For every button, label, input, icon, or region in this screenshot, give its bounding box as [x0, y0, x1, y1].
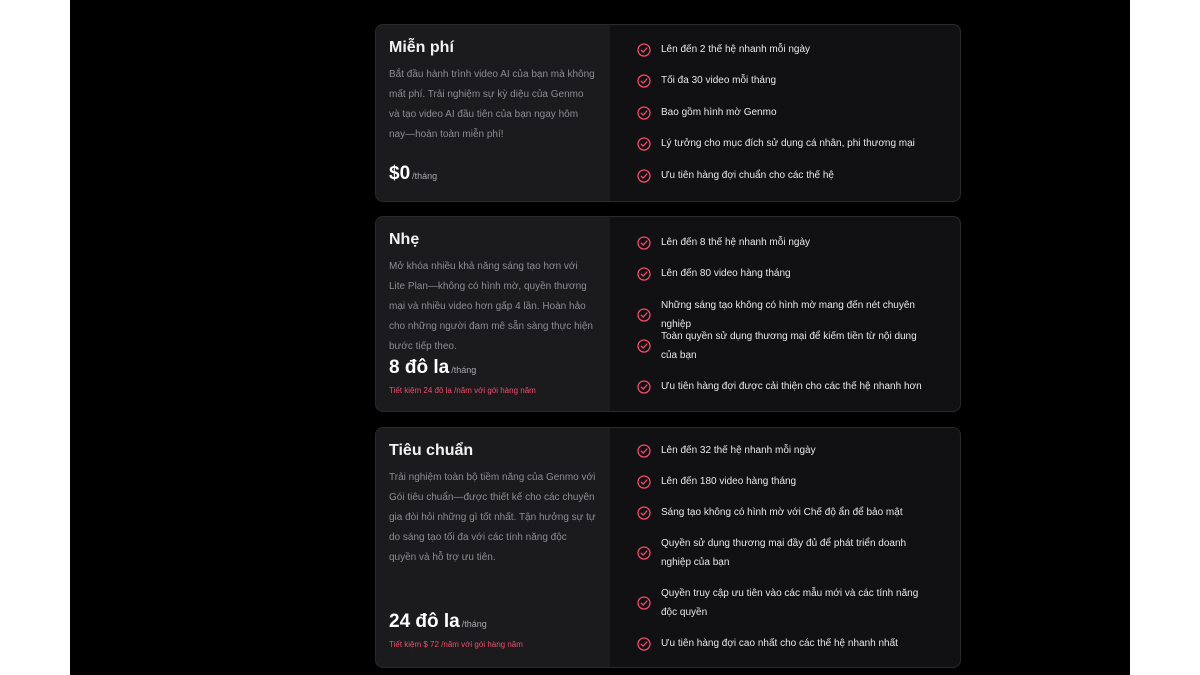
- plan-price: $0: [389, 163, 411, 184]
- feature-text: Ưu tiên hàng đợi được cải thiện cho các thế hệ nhanh hơn: [661, 381, 922, 392]
- feature-item: [637, 327, 917, 365]
- price-period: /tháng: [461, 619, 487, 629]
- feature-text: Toàn quyền sử dụng thương mại để kiếm tiền từ nội dung của bạn: [661, 331, 917, 361]
- feature-item: [637, 166, 947, 185]
- price-period: /tháng: [451, 365, 477, 375]
- feature-list: [610, 217, 960, 411]
- feature-item: [637, 584, 932, 622]
- plan-price: 24 đô la: [389, 611, 460, 632]
- check-circle-icon: [637, 169, 651, 183]
- feature-text: Ưu tiên hàng đợi cao nhất cho các thế hệ nhanh nhất: [661, 638, 898, 649]
- price-block: [389, 163, 437, 185]
- feature-text: Lên đến 80 video hàng tháng: [661, 268, 791, 279]
- check-circle-icon: [637, 596, 651, 610]
- price-block: [389, 357, 536, 395]
- feature-item: [637, 377, 947, 396]
- price-period: /tháng: [412, 171, 438, 181]
- check-circle-icon: [637, 444, 651, 458]
- check-circle-icon: [637, 546, 651, 560]
- feature-item: [637, 534, 932, 572]
- check-circle-icon: [637, 106, 651, 120]
- plan-name: Tiêu chuẩn: [389, 442, 474, 459]
- plan-price: 8 đô la: [389, 357, 450, 378]
- feature-text: Tối đa 30 video mỗi tháng: [661, 75, 777, 86]
- plan-name: Nhẹ: [389, 231, 420, 248]
- check-circle-icon: [637, 267, 651, 281]
- check-circle-icon: [637, 475, 651, 489]
- feature-text: Quyền sử dụng thương mại đầy đủ để phát triển doanh nghiệp của bạn: [661, 538, 907, 568]
- plan-name: Miễn phí: [389, 39, 454, 56]
- feature-text: Lên đến 2 thế hệ nhanh mỗi ngày: [661, 44, 811, 55]
- feature-item: [637, 40, 947, 59]
- check-circle-icon: [637, 43, 651, 57]
- feature-item: [637, 134, 947, 153]
- feature-text: Những sáng tạo không có hình mờ mang đến nét chuyên nghiệp: [661, 300, 915, 330]
- check-circle-icon: [637, 308, 651, 322]
- feature-text: Sáng tạo không có hình mờ với Chế độ ẩn để bảo mật: [661, 507, 903, 518]
- plan-card-standard: [375, 427, 961, 668]
- feature-item: [637, 441, 947, 460]
- plan-card-lite: [375, 216, 961, 412]
- feature-list: [610, 428, 960, 667]
- feature-text: Lên đến 8 thế hệ nhanh mỗi ngày: [661, 237, 811, 248]
- check-circle-icon: [637, 137, 651, 151]
- plan-description: Trải nghiệm toàn bộ tiềm năng của Genmo với Gói tiêu chuẩn—được thiết kế cho các chuyên gia đòi hỏi những gì tốt nhất. Tận hưởng sự tự do sáng tạo tối đa với các tính năng độc quyền và hỗ trợ ưu tiên.: [389, 472, 596, 563]
- plan-summary: [376, 217, 610, 411]
- feature-item: [637, 264, 947, 283]
- price-block: [389, 611, 523, 649]
- page-background: [70, 0, 1130, 675]
- feature-text: Quyền truy cập ưu tiên vào các mẫu mới và các tính năng độc quyền: [661, 588, 919, 618]
- check-circle-icon: [637, 637, 651, 651]
- plan-card-free: [375, 24, 961, 202]
- feature-item: [637, 503, 947, 522]
- plan-summary: [376, 428, 610, 667]
- annual-savings-note: Tiết kiệm $ 72 /năm với gói hàng năm: [389, 640, 523, 649]
- check-circle-icon: [637, 74, 651, 88]
- feature-item: [637, 634, 947, 653]
- feature-text: Lý tưởng cho mục đích sử dụng cá nhân, phi thương mại: [661, 138, 915, 149]
- feature-item: [637, 233, 947, 252]
- feature-item: [637, 71, 947, 90]
- check-circle-icon: [637, 339, 651, 353]
- plan-description: Bắt đầu hành trình video AI của bạn mà không mất phí. Trải nghiệm sự kỳ diệu của Genmo và tạo video AI đầu tiên của bạn ngay hôm nay—hoàn toàn miễn phí!: [389, 69, 595, 140]
- check-circle-icon: [637, 236, 651, 250]
- feature-list: [610, 25, 960, 201]
- feature-text: Ưu tiên hàng đợi chuẩn cho các thế hệ: [661, 170, 834, 181]
- check-circle-icon: [637, 506, 651, 520]
- feature-text: Bao gồm hình mờ Genmo: [661, 107, 777, 118]
- plan-summary: [376, 25, 610, 201]
- feature-text: Lên đến 180 video hàng tháng: [661, 476, 797, 487]
- annual-savings-note: Tiết kiệm 24 đô la /năm với gói hàng năm: [389, 386, 536, 395]
- check-circle-icon: [637, 380, 651, 394]
- feature-item: [637, 103, 947, 122]
- feature-text: Lên đến 32 thế hệ nhanh mỗi ngày: [661, 445, 816, 456]
- feature-item: [637, 472, 947, 491]
- plan-description: Mở khóa nhiều khả năng sáng tạo hơn với Lite Plan—không có hình mờ, quyền thương mại và nhiều video hơn gấp 4 lần. Hoàn hảo cho những người đam mê sẵn sàng thực hiện bước tiếp theo.: [389, 261, 593, 352]
